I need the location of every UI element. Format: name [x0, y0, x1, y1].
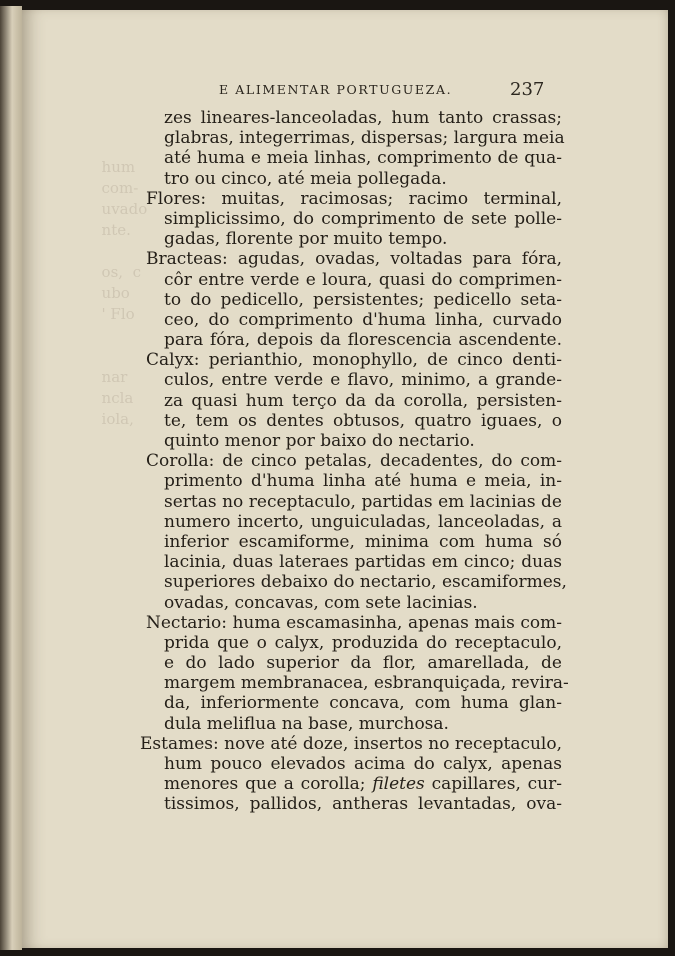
facing-page-edge — [0, 6, 22, 950]
text-line: da, inferiormente concava, com huma glan- — [164, 693, 562, 714]
text-line: Corolla: de cinco petalas, decadentes, do com- — [146, 451, 562, 472]
page-number: 237 — [510, 79, 545, 100]
text-line: simplicissimo, do comprimento de sete polle- — [164, 208, 562, 229]
text-line: tissimos, pallidos, antheras levantadas, ova- — [164, 794, 562, 815]
text-line: lacinia, duas lateraes partidas em cinco; duas — [164, 552, 562, 573]
text-line: para fóra, depois da florescencia ascendente. — [164, 330, 562, 351]
text-line: hum pouco elevados acima do calyx, apenas — [164, 754, 562, 774]
text-line: numero incerto, unguiculadas, lanceoladas, a — [164, 511, 562, 532]
page-sheet — [22, 10, 668, 948]
text-segment: capillares, cur- — [424, 774, 562, 795]
text-line: primento d'huma linha até huma e meia, in- — [164, 471, 562, 492]
page-body — [140, 108, 569, 815]
text-line: côr entre verde e loura, quasi do comprimen- — [164, 269, 562, 290]
show-through-text: hum com- uvado nte. os, c ubo ' Flo nar ncla iola, — [101, 158, 148, 428]
text-line: quinto menor por baixo do nectario. — [164, 431, 475, 451]
text-line: gadas, florente por muito tempo. — [164, 229, 448, 250]
text-segment: menores que a corolla; — [164, 774, 373, 795]
text-line: até huma e meia linhas, comprimento de qua- — [164, 148, 562, 169]
text-line: Calyx: perianthio, monophyllo, de cinco denti- — [146, 350, 562, 371]
text-line: prida que o calyx, produzida do receptaculo, — [164, 632, 562, 653]
text-line: ovadas, concavas, com sete lacinias. — [164, 592, 478, 613]
text-line: Estames: nove até doze, insertos no receptaculo, — [140, 733, 563, 754]
text-line — [140, 774, 562, 794]
text-line: to do pedicello, persistentes; pedicello seta- — [164, 289, 562, 310]
text-line: za quasi hum terço da da corolla, persisten- — [164, 390, 562, 411]
text-line: e do lado superior da flor, amarellada, de — [164, 653, 562, 674]
text-line: superiores debaixo do nectario, escamiformes, — [164, 572, 567, 593]
text-line: zes lineares-lanceoladas, hum tanto crassas; — [164, 108, 562, 128]
italic-term: filetes — [372, 774, 425, 795]
text-line: Nectario: huma escamasinha, apenas mais com- — [146, 612, 562, 633]
running-head: E ALIMENTAR PORTUGUEZA. — [219, 82, 453, 97]
page-header — [22, 79, 668, 104]
text-line: Flores: muitas, racimosas; racimo terminal, — [146, 188, 562, 209]
text-line: inferior escamiforme, minima com huma só — [164, 531, 562, 552]
text-line: margem membranacea, esbranquiçada, revira- — [164, 673, 569, 694]
text-line: ceo, do comprimento d'huma linha, curvado — [164, 309, 562, 330]
text-line: sertas no receptaculo, partidas em lacinias de — [164, 491, 562, 512]
text-line: Bracteas: agudas, ovadas, voltadas para fóra, — [146, 249, 562, 270]
text-line: tro ou cinco, até meia pollegada. — [164, 168, 447, 189]
text-line: dula meliflua na base, murchosa. — [164, 713, 449, 734]
text-line: culos, entre verde e flavo, minimo, a grande- — [164, 370, 562, 391]
text-line: te, tem os dentes obtusos, quatro iguaes, o — [164, 410, 562, 431]
text-line: glabras, integerrimas, dispersas; largura meia — [164, 128, 565, 149]
